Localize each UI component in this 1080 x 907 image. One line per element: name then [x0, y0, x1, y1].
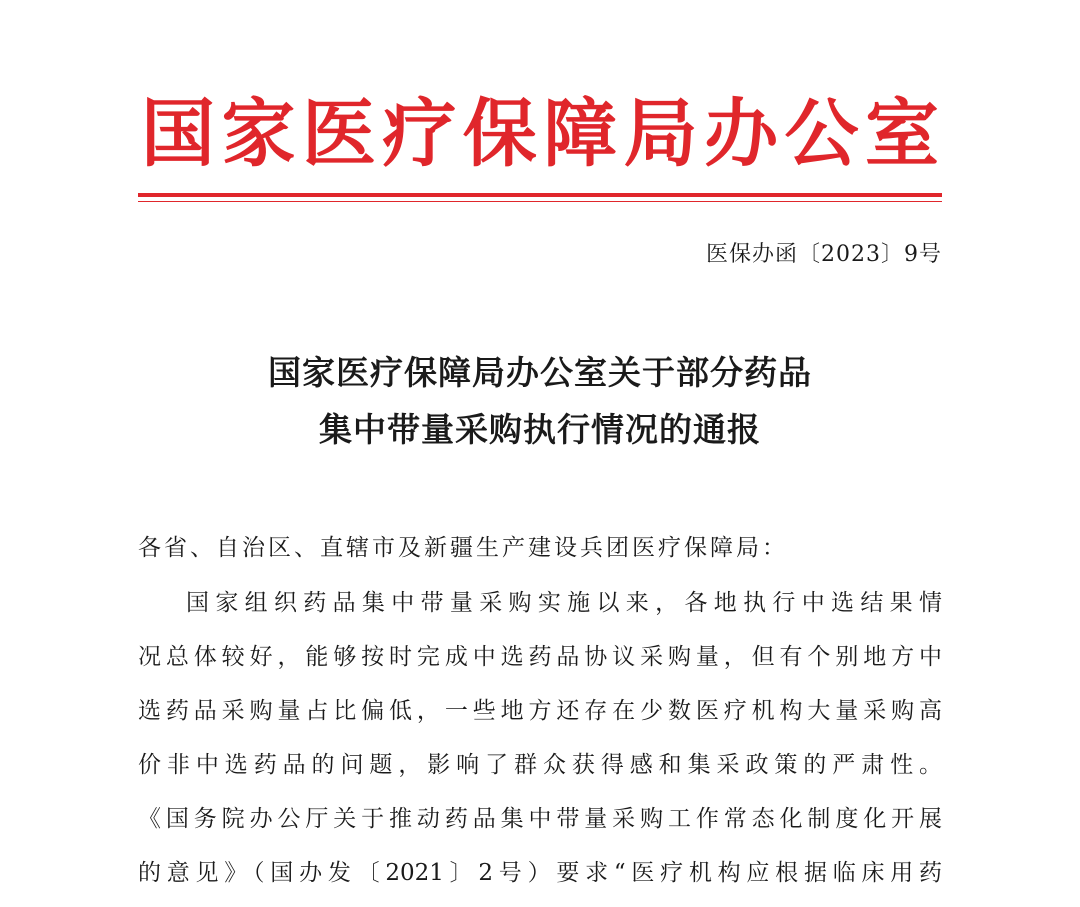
- masthead-rule-thin: [138, 201, 942, 202]
- body-text-line: 选药品采购量占比偏低，一些地方还存在少数医疗机构大量采购高: [138, 698, 942, 724]
- masthead-char: 疗: [382, 91, 457, 177]
- masthead-rule-thick: [138, 193, 942, 197]
- body-text-line: 的意见》（国办发〔2021〕2号）要求“医疗机构应根据临床用药: [138, 860, 942, 886]
- body-text-line: 国家组织药品集中带量采购实施以来，各地执行中选结果情: [186, 590, 942, 616]
- agency-masthead: [138, 88, 942, 180]
- masthead-char: 医: [301, 91, 376, 177]
- masthead-char: 国: [141, 91, 215, 177]
- masthead-char: 办: [704, 91, 779, 177]
- masthead-char: 室: [864, 91, 939, 177]
- body-text-line: 况总体较好，能够按时完成中选药品协议采购量，但有个别地方中: [138, 644, 942, 670]
- masthead-char: 局: [623, 91, 698, 177]
- masthead-char: 公: [784, 91, 859, 177]
- masthead-char: 障: [543, 91, 618, 177]
- document-title-line: 集中带量采购执行情况的通报: [319, 410, 761, 449]
- body-text-line: 《国务院办公厅关于推动药品集中带量采购工作常态化制度化开展: [138, 806, 942, 832]
- masthead-char: 家: [221, 91, 296, 177]
- salutation: 各省、自治区、直辖市及新疆生产建设兵团医疗保障局：: [138, 535, 788, 561]
- document-number: 医保办函〔2023〕9号: [706, 242, 942, 267]
- masthead-char: 保: [462, 91, 537, 177]
- document-title-line: 国家医疗保障局办公室关于部分药品: [268, 353, 812, 392]
- body-text-line: 价非中选药品的问题，影响了群众获得感和集采政策的严肃性。: [138, 752, 942, 778]
